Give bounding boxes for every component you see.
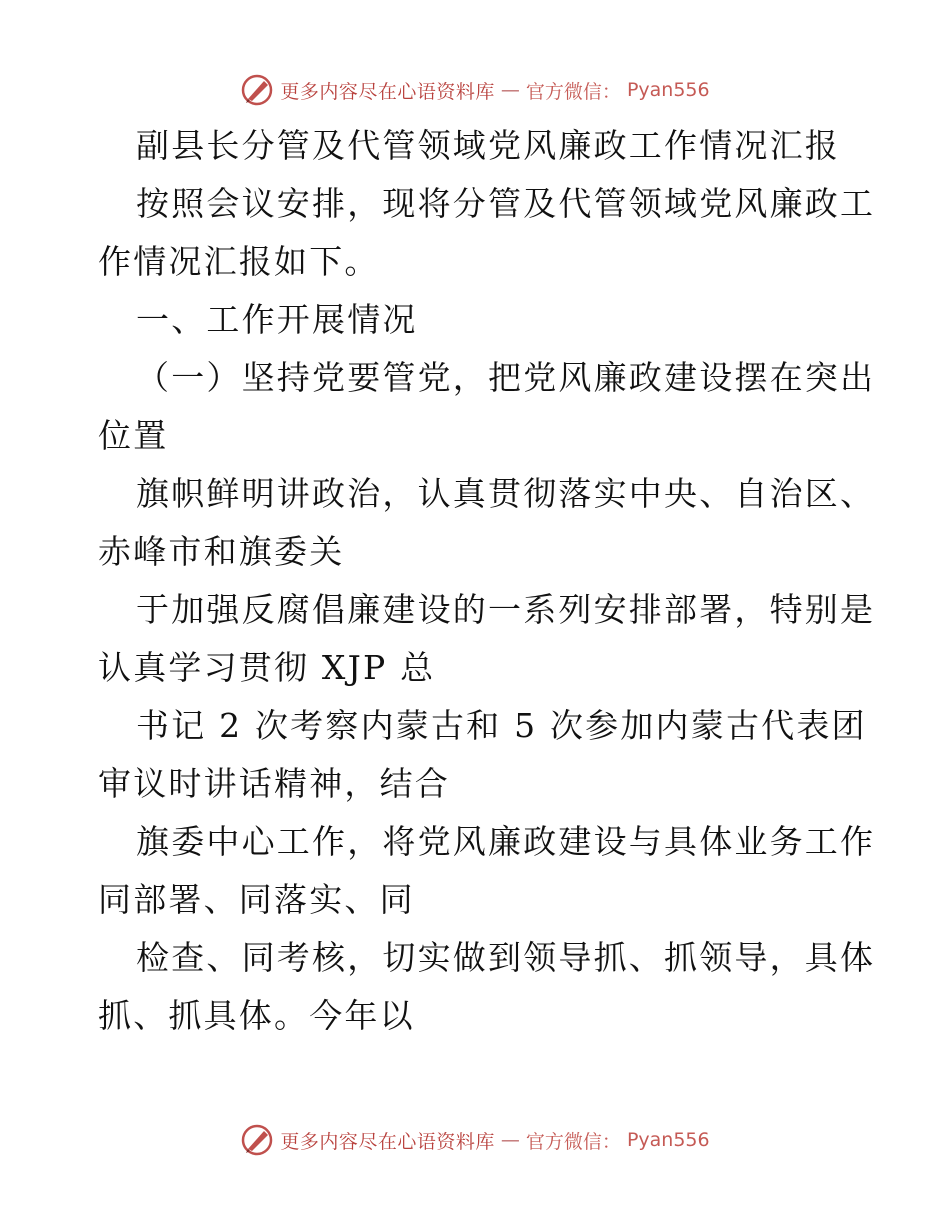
watermark-dash: —: [500, 79, 520, 101]
paragraph-line: 抓、抓具体。今年以: [98, 996, 415, 1035]
paragraph-line: 旗帜鲜明讲政治，认真贯彻落实中央、自治区、: [136, 474, 876, 513]
paragraph-line: 赤峰市和旗委关: [98, 532, 345, 571]
paragraph-line: 于加强反腐倡廉建设的一系列安排部署，特别是: [136, 590, 876, 629]
watermark-wechat-id: Pyan556: [626, 1129, 710, 1151]
watermark-dash: —: [500, 1129, 520, 1151]
pen-logo-icon: [240, 73, 274, 107]
paragraph-line: 按照会议安排，现将分管及代管领域党风廉政工: [136, 184, 876, 223]
watermark-footer: [0, 1120, 950, 1160]
watermark-label: 官方微信：: [525, 80, 621, 103]
section-heading: 一、工作开展情况: [136, 300, 418, 339]
paragraph-line: 书记 2 次考察内蒙古和 5 次参加内蒙古代表团: [136, 706, 867, 745]
document-title: 副县长分管及代管领域党风廉政工作情况汇报: [136, 126, 840, 165]
watermark-wechat-id: Pyan556: [626, 79, 710, 101]
paragraph-line: 审议时讲话精神，结合: [98, 764, 450, 803]
subsection-heading-cont: 位置: [98, 416, 169, 455]
paragraph-line: 同部署、同落实、同: [98, 880, 415, 919]
paragraph-line: 认真学习贯彻 XJP 总: [98, 648, 436, 687]
paragraph-line: 旗委中心工作，将党风廉政建设与具体业务工作: [136, 822, 876, 861]
watermark-header: [0, 70, 950, 110]
pen-logo-icon: [240, 1123, 274, 1157]
subsection-heading: （一）坚持党要管党，把党风廉政建设摆在突出: [136, 358, 876, 397]
watermark-site-text: 更多内容尽在心语资料库: [280, 80, 495, 103]
paragraph-line: 作情况汇报如下。: [98, 242, 380, 281]
watermark-label: 官方微信：: [525, 1130, 621, 1153]
watermark-site-text: 更多内容尽在心语资料库: [280, 1130, 495, 1153]
paragraph-line: 检查、同考核，切实做到领导抓、抓领导，具体: [136, 938, 876, 977]
document-body: [98, 117, 876, 1045]
